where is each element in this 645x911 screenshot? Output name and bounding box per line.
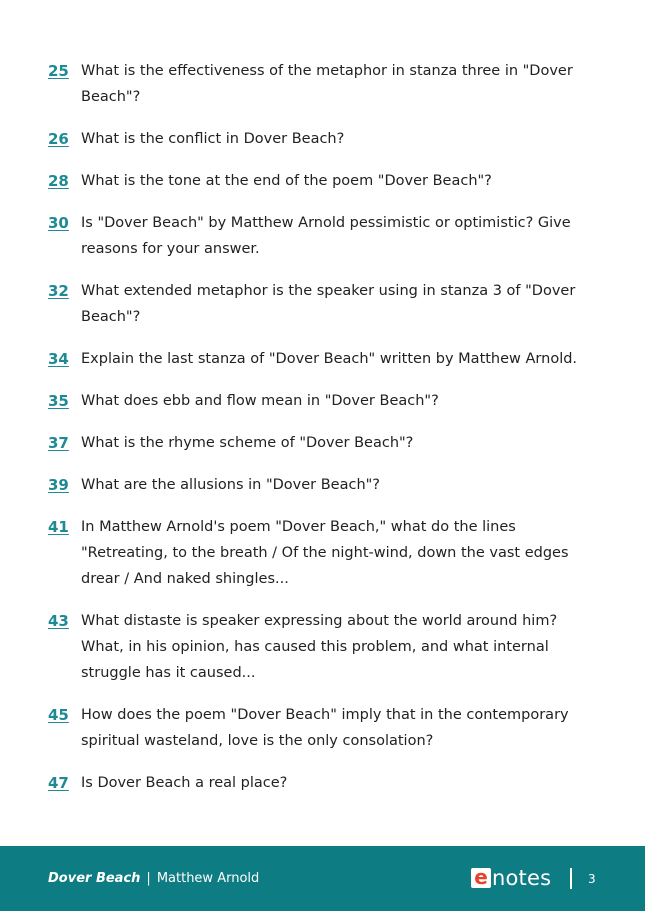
question-text: Is "Dover Beach" by Matthew Arnold pessimistic or optimistic? Give reasons for your answer. [81, 215, 571, 257]
footer-divider [570, 868, 572, 889]
enotes-logo-e-icon: e [471, 868, 491, 888]
question-text: In Matthew Arnold's poem "Dover Beach," what do the lines "Retreating, to the breath / Of the night-wind, down the vast edges drear / And naked shingles... [81, 519, 569, 587]
question-item [48, 770, 608, 796]
question-item [48, 278, 608, 330]
question-item [48, 210, 608, 262]
question-page-link[interactable]: 47 [48, 774, 69, 792]
question-text: What does ebb and flow mean in "Dover Beach"? [81, 393, 439, 409]
question-text: What are the allusions in "Dover Beach"? [81, 477, 380, 493]
page-number: 3 [588, 872, 596, 886]
question-item [48, 388, 608, 414]
question-item [48, 58, 608, 110]
question-page-link[interactable]: 35 [48, 392, 69, 410]
footer-author: Matthew Arnold [156, 871, 260, 886]
question-list [48, 58, 608, 812]
question-item [48, 702, 608, 754]
question-text: What extended metaphor is the speaker using in stanza 3 of "Dover Beach"? [81, 283, 576, 325]
question-item [48, 608, 608, 686]
footer-title [48, 871, 259, 886]
footer-book-title: Dover Beach [48, 871, 141, 886]
question-text: How does the poem "Dover Beach" imply that in the contemporary spiritual wasteland, love is the only consolation? [81, 707, 569, 749]
question-item [48, 126, 608, 152]
enotes-logo[interactable] [471, 867, 551, 889]
question-page-link[interactable]: 28 [48, 172, 69, 190]
question-text: What is the effectiveness of the metaphor in stanza three in "Dover Beach"? [81, 63, 573, 105]
question-page-link[interactable]: 32 [48, 282, 69, 300]
question-page-link[interactable]: 26 [48, 130, 69, 148]
question-page-link[interactable]: 45 [48, 706, 69, 724]
page-footer [0, 846, 645, 911]
question-text: What is the rhyme scheme of "Dover Beach"? [81, 435, 414, 451]
question-item [48, 346, 608, 372]
question-item [48, 514, 608, 592]
question-page-link[interactable]: 25 [48, 62, 69, 80]
question-page-link[interactable]: 41 [48, 518, 69, 536]
enotes-logo-text: notes [492, 866, 552, 890]
question-text: Explain the last stanza of "Dover Beach" written by Matthew Arnold. [81, 351, 578, 367]
question-page-link[interactable]: 30 [48, 214, 69, 232]
question-text: What distaste is speaker expressing about the world around him? What, in his opinion, has caused this problem, and what internal struggle has it caused... [81, 613, 558, 681]
question-item [48, 430, 608, 456]
question-text: What is the conflict in Dover Beach? [81, 131, 345, 147]
question-page-link[interactable]: 37 [48, 434, 69, 452]
question-text: Is Dover Beach a real place? [81, 775, 288, 791]
question-item [48, 168, 608, 194]
question-page-link[interactable]: 34 [48, 350, 69, 368]
question-page-link[interactable]: 39 [48, 476, 69, 494]
question-item [48, 472, 608, 498]
question-text: What is the tone at the end of the poem "Dover Beach"? [81, 173, 492, 189]
footer-separator: | [146, 871, 151, 886]
question-page-link[interactable]: 43 [48, 612, 69, 630]
